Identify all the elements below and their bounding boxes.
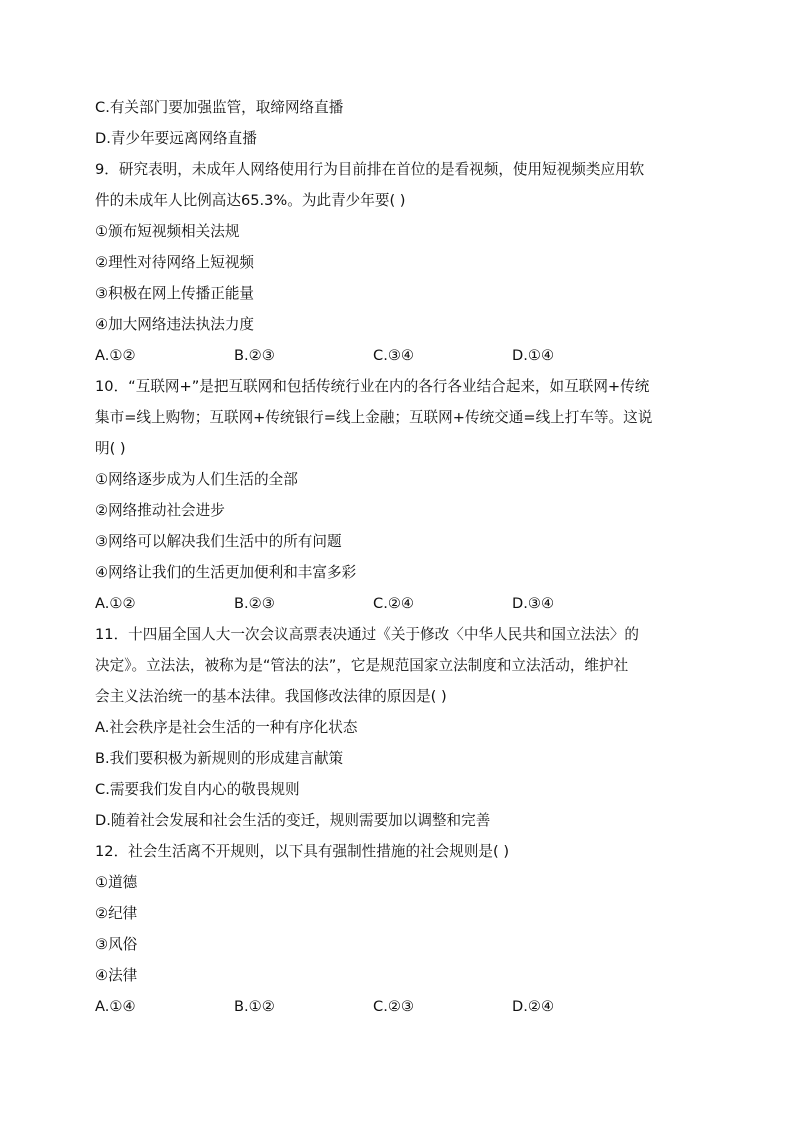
q11-option-d: D.随着社会发展和社会生活的变迁，规则需要加以调整和完善 [95,812,491,829]
q10-stem-line-2: 集市=线上购物；互联网+传统银行=线上金融；互联网+传统交通=线上打车等。这说 [95,409,653,426]
q12-item-1: ①道德 [95,874,138,891]
q10-choice-b: B.②③ [234,595,275,612]
q8-option-d: D.青少年要远离网络直播 [95,130,257,147]
q12-choice-d: D.②④ [512,998,555,1015]
q12-choice-a: A.①④ [95,998,136,1015]
exam-page [95,92,705,1022]
q12-stem-line-1: 12．社会生活离不开规则，以下具有强制性措施的社会规则是( ) [95,843,510,860]
q11-stem-line-3: 会主义法治统一的基本法律。我国修改法律的原因是( ) [95,688,447,705]
q9-choice-c: C.③④ [373,347,414,364]
q10-item-1: ①网络逐步成为人们生活的全部 [95,471,298,488]
q8-option-c: C.有关部门要加强监管，取缔网络直播 [95,99,344,116]
q11-stem-line-1: 11．十四届全国人大一次会议高票表决通过《关于修改〈中华人民共和国立法法〉的 [95,626,639,643]
q11-option-a: A.社会秩序是社会生活的一种有序化状态 [95,719,358,736]
q9-item-1: ①颁布短视频相关法规 [95,223,240,240]
q12-item-4: ④法律 [95,967,138,984]
q9-choice-b: B.②③ [234,347,275,364]
q10-choice-a: A.①② [95,595,136,612]
q9-choices [95,340,705,371]
q10-item-2: ②网络推动社会进步 [95,502,225,519]
q12-choice-c: C.②③ [373,998,414,1015]
q10-choice-d: D.③④ [512,595,555,612]
q12-choice-b: B.①② [234,998,275,1015]
q10-stem-line-1: 10．“互联网+”是把互联网和包括传统行业在内的各行各业结合起来，如互联网+传统 [95,378,650,395]
q9-item-2: ②理性对待网络上短视频 [95,254,255,271]
q9-item-3: ③积极在网上传播正能量 [95,285,255,302]
q12-item-3: ③风俗 [95,936,138,953]
q9-choice-a: A.①② [95,347,136,364]
q11-option-c: C.需要我们发自内心的敬畏规则 [95,781,300,798]
q11-stem-line-2: 决定》。立法法，被称为是“管法的法”，它是规范国家立法制度和立法活动，维护社 [95,657,629,674]
q10-item-3: ③网络可以解决我们生活中的所有问题 [95,533,342,550]
q9-stem-line-1: 9．研究表明，未成年人网络使用行为目前排在首位的是看视频，使用短视频类应用软 [95,161,645,178]
q12-item-2: ②纪律 [95,905,138,922]
q10-choice-c: C.②④ [373,595,414,612]
q10-choices [95,588,705,619]
q11-option-b: B.我们要积极为新规则的形成建言献策 [95,750,344,767]
q9-item-4: ④加大网络违法执法力度 [95,316,255,333]
q12-choices [95,991,705,1022]
q9-stem-line-2: 件的未成年人比例高达65.3%。为此青少年要( ) [95,192,406,209]
q10-item-4: ④网络让我们的生活更加便利和丰富多彩 [95,564,357,581]
q9-choice-d: D.①④ [512,347,555,364]
q10-stem-line-3: 明( ) [95,440,126,457]
